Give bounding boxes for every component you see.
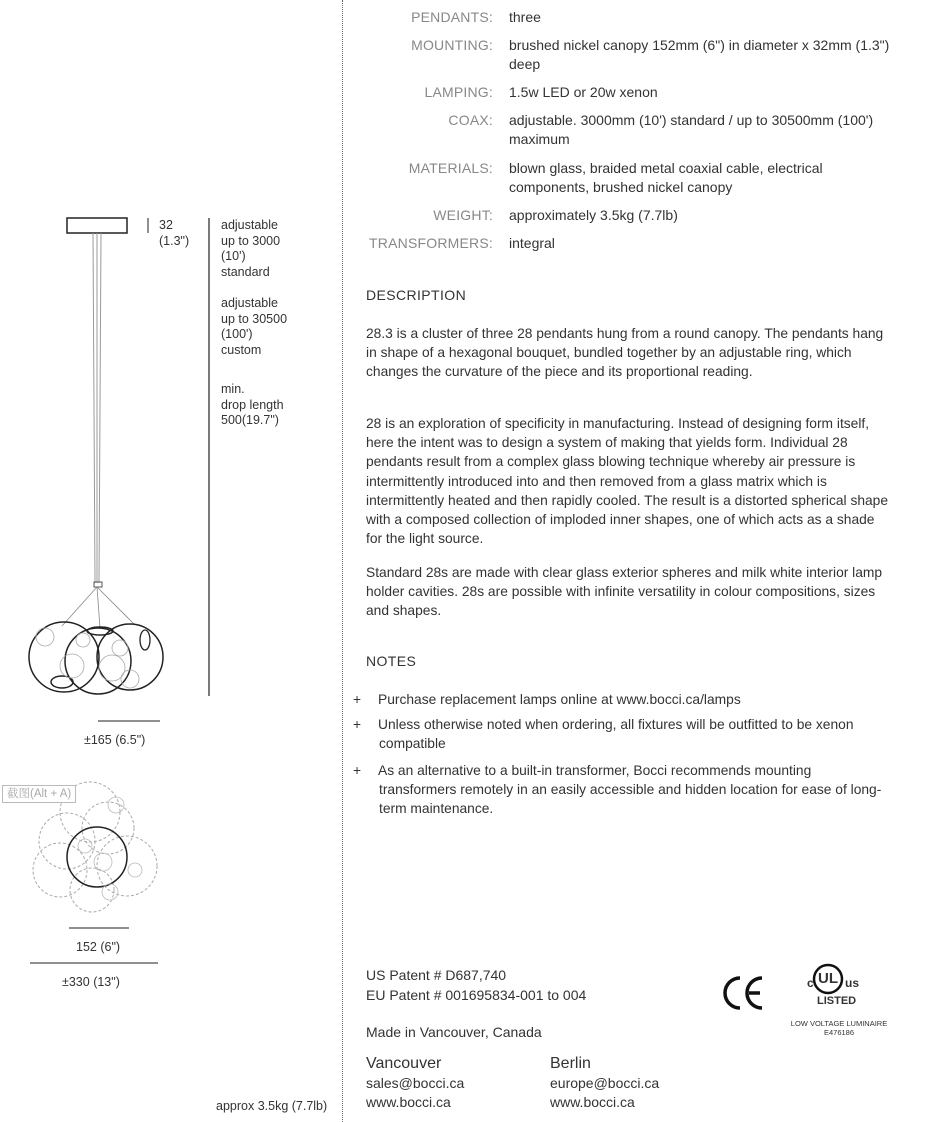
description-heading: DESCRIPTION — [366, 287, 467, 303]
patents — [366, 965, 586, 1005]
ce-mark-icon — [718, 970, 768, 1016]
bullet: + — [353, 763, 362, 778]
note-item: + As an alternative to a built-in transformer, Bocci recommends mounting transformers remotely in an easily accessible and hidden location for ease of long-term maintenance. — [353, 763, 882, 817]
coax-cable — [93, 233, 95, 583]
notes-heading: NOTES — [366, 653, 417, 669]
coax-cable — [99, 233, 101, 583]
spec-value: blown glass, braided metal coaxial cable, electrical components, brushed nickel canopy — [509, 160, 823, 195]
canopy-plan-circle — [67, 827, 127, 887]
weight-note: approx 3.5kg (7.7lb) — [216, 1099, 328, 1113]
spec-label: WEIGHT: — [433, 207, 493, 223]
bullet: + — [353, 717, 362, 732]
spec-value: brushed nickel canopy 152mm (6") in diameter x 32mm (1.3") deep — [509, 37, 890, 72]
coax-custom-label: adjustable up to 30500 (100') custom — [221, 296, 288, 357]
office-vancouver — [366, 1054, 464, 1112]
spec-label: MATERIALS: — [408, 160, 493, 176]
note-item: + Purchase replacement lamps online at www.bocci.ca/lamps — [366, 690, 891, 709]
coax-standard-label: adjustable up to 3000 (10') standard — [221, 218, 281, 279]
ul-listed-mark: c UL us LISTED LOW VOLTAGE LUMINAIRE E476186 — [784, 962, 894, 1042]
spec-value: 1.5w LED or 20w xenon — [509, 84, 658, 100]
made-in: Made in Vancouver, Canada — [366, 1024, 542, 1040]
glass-sphere — [65, 628, 131, 694]
spec-label: MOUNTING: — [411, 37, 493, 53]
us-patent: US Patent # D687,740 — [366, 967, 507, 983]
spec-value: approximately 3.5kg (7.7lb) — [509, 207, 678, 223]
spec-value: three — [509, 9, 541, 25]
description-paragraph: 28 is an exploration of specificity in manufacturing. Instead of designing form itself, here the intent was to design a system of making that yields form. Individual 28 pendants result from a complex glass blowing technique whereby air pressure is intermittently introduced into and then removed from a glass matrix which is intermittently heated and then rapidly cooled. The result is a distorted spherical shape with a composed collection of imploded inner shapes, one of which acts as a shade for the light source. — [366, 416, 889, 547]
description-paragraph: 28.3 is a cluster of three 28 pendants hung from a round canopy. The pendants hang in shape of a hexagonal bouquet, bundled together by an adjustable ring, which changes the curvature of the piece and its proportional reading. — [366, 326, 884, 380]
spec-label: PENDANTS: — [411, 9, 493, 25]
web-link[interactable]: www.bocci.ca — [550, 1094, 635, 1110]
eu-patent: EU Patent # 001695834-001 to 004 — [366, 987, 587, 1003]
city-name: Berlin — [550, 1055, 591, 1072]
spec-value: integral — [509, 235, 555, 251]
note-item: + Unless otherwise noted when ordering, all fixtures will be outfitted to be xenon compatible — [353, 717, 854, 752]
pendant-elevation-drawing — [0, 0, 340, 1122]
drop-length-label: min. drop length 500(19.7") — [221, 382, 284, 427]
email-link[interactable]: europe@bocci.ca — [550, 1075, 660, 1091]
web-link[interactable]: www.bocci.ca — [366, 1094, 451, 1110]
canopy-depth-label: 32 (1.3") — [159, 218, 190, 248]
column-divider — [342, 0, 343, 1122]
spec-label: LAMPING: — [424, 84, 493, 100]
width-dimension-label: ±165 (6.5") — [84, 733, 146, 747]
canopy-dimension-label: 152 (6") — [76, 940, 121, 954]
screenshot-hint-button[interactable]: 截图(Alt + A) — [2, 785, 76, 803]
spec-label: COAX: — [448, 112, 493, 128]
description-paragraph: Standard 28s are made with clear glass exterior spheres and milk white interior lamp holder cavities. 28s are possible with infinite versatility in colour compositions, sizes and shapes. — [366, 565, 883, 619]
canopy-shape — [67, 218, 127, 233]
spec-label: TRANSFORMERS: — [369, 235, 493, 251]
office-berlin — [550, 1054, 659, 1112]
email-link[interactable]: sales@bocci.ca — [366, 1075, 465, 1091]
overall-dimension-label: ±330 (13") — [62, 975, 120, 989]
technical-drawing — [0, 0, 340, 1122]
bullet: + — [353, 692, 362, 707]
spec-value: adjustable. 3000mm (10') standard / up to 30500mm (100') maximum — [509, 112, 874, 147]
city-name: Vancouver — [366, 1055, 442, 1072]
